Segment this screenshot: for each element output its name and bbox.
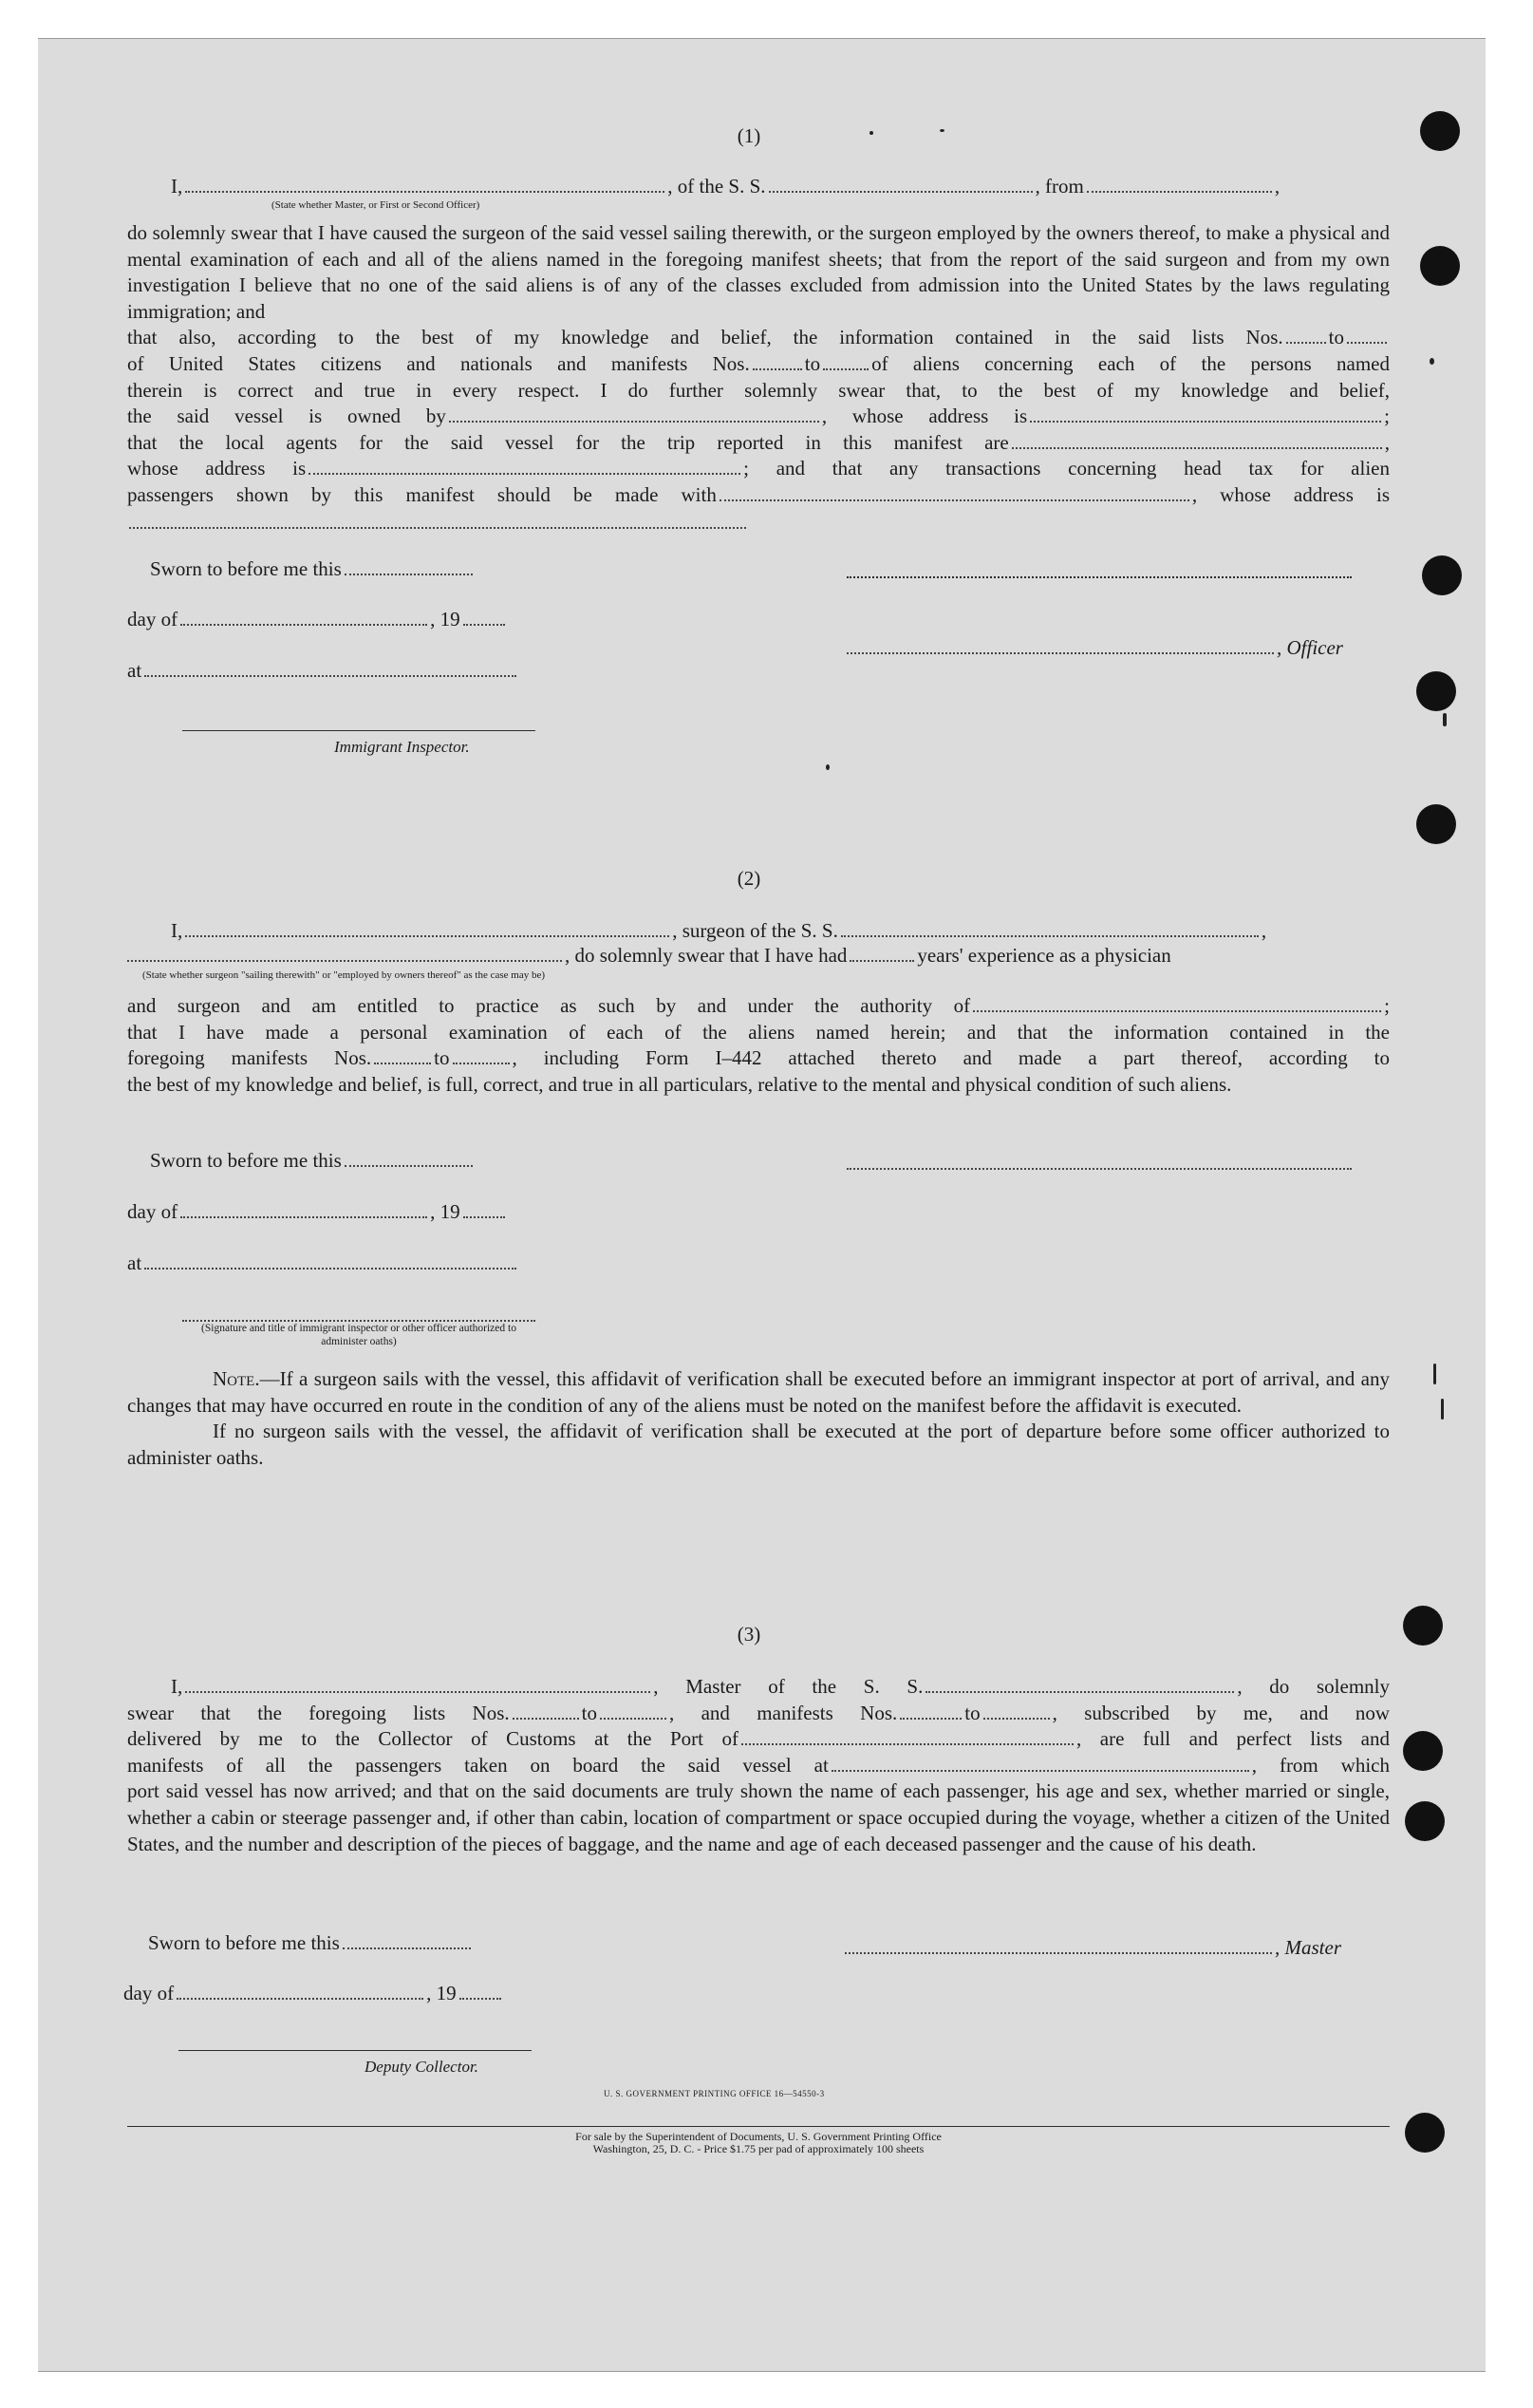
s3-day-of: day of , 19 — [123, 1981, 504, 2006]
punch-hole — [1420, 246, 1460, 286]
s3-manifest-from-field[interactable] — [900, 1702, 962, 1720]
ink-speck — [1441, 1399, 1444, 1420]
s1-sworn: Sworn to before me this — [150, 556, 476, 582]
officer-rank-caption: (State whether Master, or First or Second Officer) — [271, 199, 480, 211]
s2-signature-caption: (Signature and title of immigrant inspector or other officer authorized to administer oaths) — [201, 1323, 516, 1347]
s2-sworn-date-field[interactable] — [345, 1149, 473, 1167]
s2-line-6: the best of my knowledge and belief, is full, correct, and true in all particulars, relative to the mental and physical condition of such aliens. — [127, 1072, 1232, 1096]
s1-line-10: that the local agents for the said vessel for the trip reported in this manifest are , — [127, 430, 1390, 454]
section-3-number: (3) — [737, 1623, 761, 1646]
punch-hole — [1416, 671, 1456, 711]
s2-day-of: day of , 19 — [127, 1199, 508, 1225]
form-sheet — [38, 38, 1486, 2372]
s2-sworn: Sworn to before me this — [150, 1148, 476, 1174]
surgeon-name-field[interactable] — [185, 919, 669, 937]
manifest-no-from-field[interactable] — [753, 352, 802, 370]
s1-day-of: day of , 19 — [127, 607, 508, 632]
s2-line-2: , do solemnly swear that I have had years' experience as a physician — [127, 943, 1171, 969]
punch-hole — [1405, 1801, 1445, 1841]
note-label: Note. — [213, 1367, 260, 1390]
immigrant-inspector-label: Immigrant Inspector. — [334, 738, 470, 756]
surgeon-signature-line[interactable] — [847, 1168, 1352, 1170]
ink-speck — [826, 764, 830, 770]
ink-speck — [1433, 1364, 1436, 1384]
note-text: Note.—If a surgeon sails with the vessel, this affidavit of verification shall be executed before an immigrant inspector at port of arrival, and any changes that may have occurred en route in the condition of any of the aliens must be noted on the manifest before the affidavit is executed. — [127, 1367, 1390, 1417]
s3-line-1: I, , Master of the S. S. , do solemnly — [171, 1675, 1390, 1698]
section-1-paragraph — [127, 220, 1390, 509]
s2-vessel-field[interactable] — [841, 919, 1259, 937]
s2-line-1: I, , surgeon of the S. S. , — [171, 919, 1267, 942]
s3-line-3: delivered by me to the Collector of Customs at the Port of , are full and perfect lists and — [127, 1727, 1390, 1751]
master-signature-field[interactable] — [845, 1936, 1272, 1954]
manifest-no-to-field[interactable] — [823, 352, 869, 370]
section-3-paragraph — [127, 1674, 1390, 1857]
s3-line-4: manifests of all the passengers taken on board the said vessel at , from which — [127, 1753, 1390, 1777]
lists-no-from-field[interactable] — [1286, 326, 1326, 344]
deputy-collector-label: Deputy Collector. — [365, 2058, 478, 2076]
s1-i: I, — [171, 175, 183, 198]
note-paragraph — [127, 1366, 1390, 1471]
section-1-line-1: I, , of the S. S. , from , — [171, 175, 1281, 198]
s1-p1: do solemnly swear that I have caused the surgeon of the said vessel sailing therewith, or the surgeon employed by the owners thereof, to make a physical and mental examination of each and all of the aliens named in the foregoing manifest sheets; that from the report of the said surgeon and from my own investigation I believe that no one of the said aliens is of any of the classes excluded from admission into the United States by the laws regulating immigration; and — [127, 221, 1390, 323]
punch-hole — [1422, 555, 1462, 595]
s1-line-9: the said vessel is owned by , whose address is ; — [127, 404, 1391, 428]
from-port-field[interactable] — [1087, 175, 1272, 193]
s1-from: , from — [1035, 175, 1084, 198]
footer-rule — [127, 2126, 1390, 2127]
s2-line-4: that I have made a personal examination of each of the aliens named herein; and that the information contained in the — [127, 1020, 1390, 1044]
s2-year-field[interactable] — [463, 1200, 505, 1218]
s1-line-11: whose address is ; and that any transactions concerning head tax for alien — [127, 457, 1390, 480]
head-tax-field[interactable] — [720, 483, 1189, 501]
officer-rank-field[interactable] — [185, 175, 664, 193]
gpo-imprint: U. S. GOVERNMENT PRINTING OFFICE 16—54550-3 — [604, 2089, 825, 2098]
port-field[interactable] — [741, 1727, 1074, 1745]
s2-place-field[interactable] — [144, 1251, 516, 1270]
collector-signature-line[interactable] — [178, 2050, 532, 2051]
sale-notice-1: For sale by the Superintendent of Documents, U. S. Government Printing Office — [575, 2130, 942, 2143]
s3-body: port said vessel has now arrived; and that on the said documents are truly shown the name of each passenger, his age and sex, whether married or single, whether a cabin or steerage passenger and, if other than cabin, location of compartment or space occupied during the voyage, whether a citizen of the United States, and the number and description of the pieces of baggage, and the name and age of each deceased passenger and the cause of his death. — [127, 1779, 1390, 1855]
master-line: , Master — [845, 1935, 1341, 1961]
authority-field[interactable] — [973, 994, 1381, 1012]
section-1-number: (1) — [737, 124, 761, 147]
note-text-2: If no surgeon sails with the vessel, the affidavit of verification shall be executed at the port of departure before some officer authorized to administer oaths. — [127, 1420, 1390, 1469]
vessel-name-field[interactable] — [769, 175, 1033, 193]
inspector-signature-line[interactable] — [182, 730, 535, 731]
officer-signature-line-top[interactable] — [847, 576, 1352, 578]
s2-line-5: foregoing manifests Nos. to , including Form I–442 attached thereto and made a part thereof, according to — [127, 1046, 1391, 1070]
s3-line-2: swear that the foregoing lists Nos. to , and manifests Nos. to , subscribed by me, and now — [127, 1701, 1390, 1724]
boarding-port-field[interactable] — [832, 1754, 1249, 1772]
s3-month-field[interactable] — [177, 1982, 423, 2000]
punch-hole — [1403, 1731, 1443, 1771]
s3-lists-from-field[interactable] — [513, 1702, 579, 1720]
owner-address-field[interactable] — [1030, 404, 1381, 423]
s1-at: at — [127, 658, 519, 684]
s3-lists-to-field[interactable] — [600, 1702, 666, 1720]
surgeon-status-field[interactable] — [127, 944, 562, 962]
s1-year-field[interactable] — [463, 608, 505, 626]
owner-field[interactable] — [449, 404, 819, 423]
s3-sworn: Sworn to before me this — [148, 1930, 474, 1956]
local-agents-field[interactable] — [1012, 431, 1382, 449]
s1-line-7: of United States citizens and nationals and manifests Nos. to of aliens concerning each of the persons named — [127, 351, 1390, 375]
s1-line-8: therein is correct and true in every respect. I do further solemnly swear that, to the best of my knowledge and belief, — [127, 378, 1390, 402]
s3-year-field[interactable] — [459, 1982, 501, 2000]
officer-line: , Officer — [847, 635, 1343, 661]
lists-no-to-field[interactable] — [1347, 326, 1387, 344]
s2-month-field[interactable] — [180, 1200, 427, 1218]
years-experience-field[interactable] — [850, 944, 914, 962]
surgeon-status-caption: (State whether surgeon "sailing therewith" or "employed by owners thereof" as the case may be) — [142, 969, 546, 981]
s1-of-ss: , of the S. S. — [667, 175, 766, 198]
agents-address-field[interactable] — [308, 457, 740, 475]
punch-hole — [1405, 2113, 1445, 2153]
s3-manifest-to-field[interactable] — [983, 1702, 1050, 1720]
s1-line-6: that also, according to the best of my knowledge and belief, the information contained in the said lists Nos. to — [127, 325, 1390, 351]
s2-line-3: and surgeon and am entitled to practice as such by and under the authority of ; — [127, 994, 1390, 1017]
sale-notice-2: Washington, 25, D. C. - Price $1.75 per pad of approximately 100 sheets — [592, 2142, 925, 2155]
punch-hole — [1416, 804, 1456, 844]
s1-place-field[interactable] — [144, 659, 516, 677]
s2-manifest-to-field[interactable] — [453, 1046, 510, 1064]
head-tax-address-field[interactable] — [129, 527, 746, 529]
ink-speck — [1430, 358, 1434, 365]
s3-vessel-field[interactable] — [925, 1675, 1234, 1693]
s1-sworn-date-field[interactable] — [345, 557, 473, 575]
s1-line-12: passengers shown by this manifest should be made with , whose address is — [127, 482, 1390, 506]
section-2-paragraph — [127, 993, 1390, 1098]
section-2-number: (2) — [737, 867, 761, 890]
s2-at: at — [127, 1251, 519, 1276]
officer-signature-field[interactable] — [847, 636, 1274, 654]
s1-month-field[interactable] — [180, 608, 427, 626]
s3-sworn-date-field[interactable] — [343, 1931, 471, 1949]
master-name-field[interactable] — [185, 1675, 650, 1693]
ink-speck — [1443, 713, 1447, 726]
s2-manifest-from-field[interactable] — [374, 1046, 431, 1064]
